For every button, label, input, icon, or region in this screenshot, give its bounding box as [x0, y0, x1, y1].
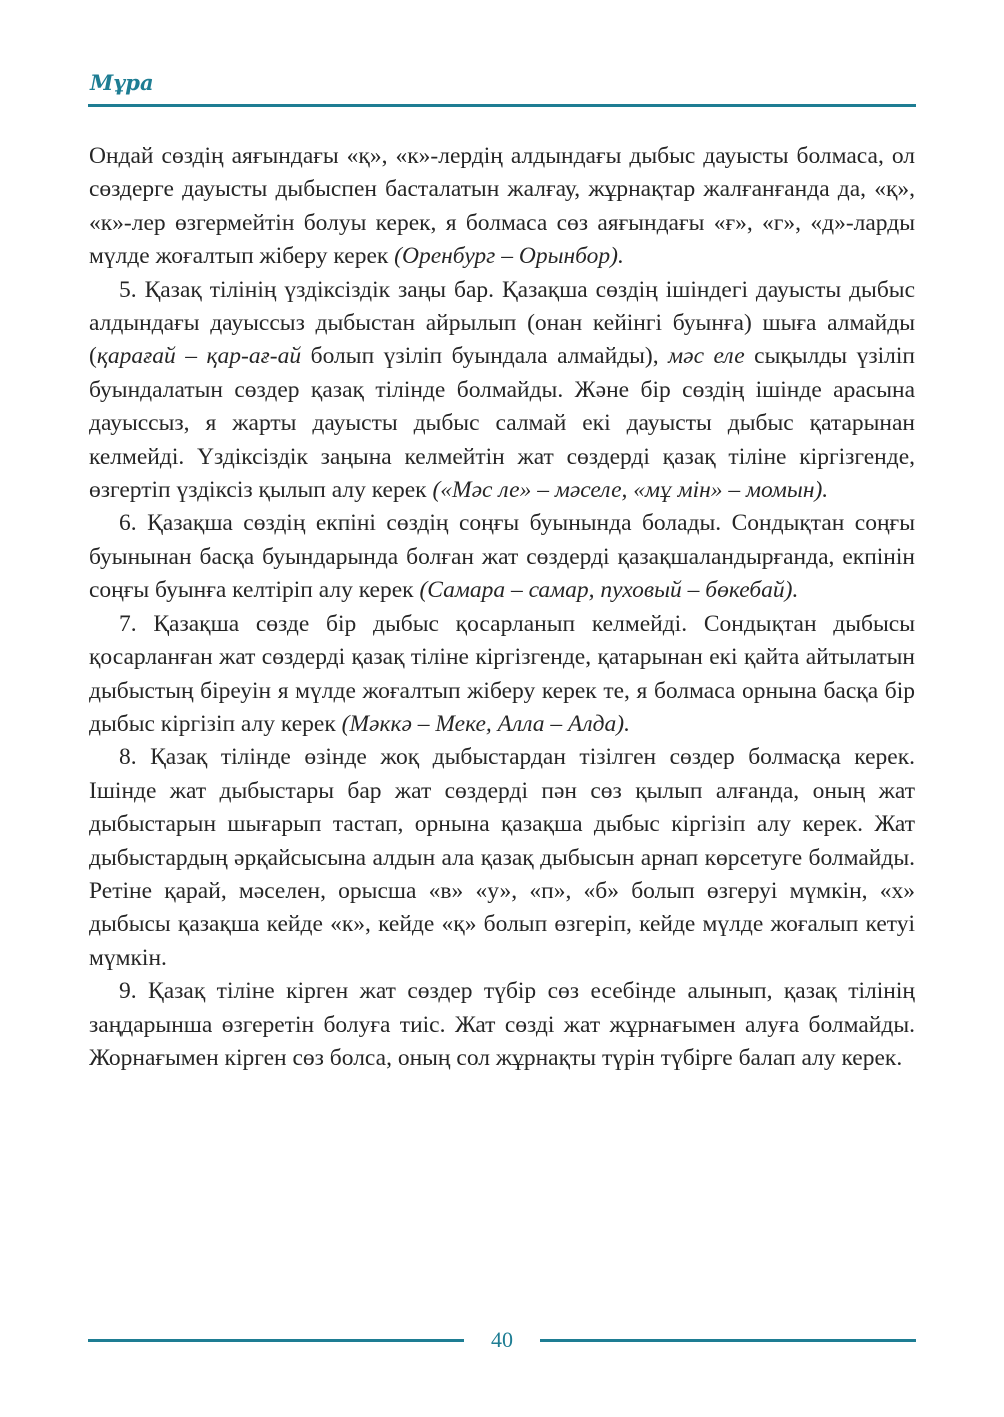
- footer-rule-left: [88, 1339, 464, 1342]
- text-run: 6. Қазақша сөздің екпіні сөздің соңғы буынында болады. Сондықтан соңғы буынынан басқа буындарында болған жат сөздерді қазақшаландырғанда, екпінін соңғы буынға келтіріп алу керек: [89, 510, 915, 604]
- paragraph-rule-5: [89, 274, 915, 508]
- text-run: 5. Қазақ тілінің үздіксіздік заңы бар. Қазақша сөздің ішіндегі дауысты дыбыс алдындағы дауыссыз дыбыстан айрылып (онан кейінгі буынға) шыға алмайды (: [89, 276, 915, 370]
- page-number: 40: [491, 1327, 513, 1352]
- paragraph-rule-9: [89, 975, 915, 1075]
- italic-example: (Самара – самар, пуховый – бөкебай).: [419, 577, 799, 604]
- running-header-title: Мұра: [90, 70, 154, 95]
- text-run: сықылды үзіліп буындалатын сөздер қазақ тілінде болмайды. Және бір сөздің ішінде арасына дауыссыз, я жарты дауысты дыбыс салмай екі дауысты дыбыс қатарынан келмейді. Үздіксіздік заңына келмейтін жат сөздерді қазақ тіліне кіргізгенде, өзгертіп үздіксіз қылып алу керек: [89, 343, 915, 504]
- text-run: Ондай сөздің аяғындағы «қ», «к»-лердің алдындағы дыбыс дауысты болмаса, ол сөздерге дауысты дыбыспен басталатын жалғау, жұрнақтар жалғанғанда да, «қ», «к»-лер өзгермейтін болуы керек, я болмаса сөз аяғындағы «ғ», «г», «д»-ларды мүлде жоғалтып жіберу керек: [89, 143, 915, 270]
- text-run: болып үзіліп буындала алмайды),: [301, 343, 669, 370]
- paragraph-rule-7: [89, 608, 915, 742]
- italic-example: (Оренбург – Орынбор).: [394, 243, 624, 270]
- text-run: 8. Қазақ тілінде өзінде жоқ дыбыстардан тізілген сөздер болмасқа керек. Ішінде жат дыбыстары бар жат сөздерді пән сөз қылып алғанда, оның жат дыбыстарын шығарып тастап, орнына қазақша дыбыс кіргізіп алу керек. Жат дыбыстардың әрқайсысына алдын ала қазақ дыбысын арнап көрсетуге болмайды. Ретіне қарай, мәселен, орысша «в» «у», «п», «б» болып өзгеруі мүмкін, «х» дыбысы қазақша кейде «к», кейде «қ» болып өзгеріп, кейде мүлде жоғалып кетуі мүмкін.: [89, 744, 915, 971]
- footer-rule-right: [540, 1339, 916, 1342]
- italic-example: («Мәс ле» – мәселе, «мұ мін» – момын).: [432, 477, 829, 504]
- text-run: 9. Қазақ тіліне кірген жат сөздер түбір сөз есебінде алынып, қазақ тілінің заңдарынша өзгеретін болуға тиіс. Жат сөзді жат жұрнағымен алуға болмайды. Жорнағымен кірген сөз болса, оның сол жұрнақты түрін түбірге балап алу керек.: [89, 978, 915, 1071]
- paragraph-rule-8: [89, 741, 915, 975]
- body-text: [89, 140, 915, 1075]
- italic-example: (Мәккә – Меке, Алла – Алда).: [341, 710, 630, 737]
- paragraph-continuation: [89, 140, 915, 274]
- header-rule: [88, 104, 916, 107]
- italic-example: қарағай – қар-ағ-ай: [96, 343, 302, 370]
- italic-example: мәс еле: [668, 343, 745, 370]
- text-run: 7. Қазақша сөзде бір дыбыс қосарланып келмейді. Сондықтан дыбысы қосарланған жат сөздерді қазақ тіліне кіргізгенде, қатарынан екі қайта айтылатын дыбыстың біреуін я мүлде жоғалтып жіберу керек те, я болмаса орнына басқа бір дыбыс кіргізіп алу керек: [89, 610, 915, 737]
- paragraph-rule-6: [89, 507, 915, 607]
